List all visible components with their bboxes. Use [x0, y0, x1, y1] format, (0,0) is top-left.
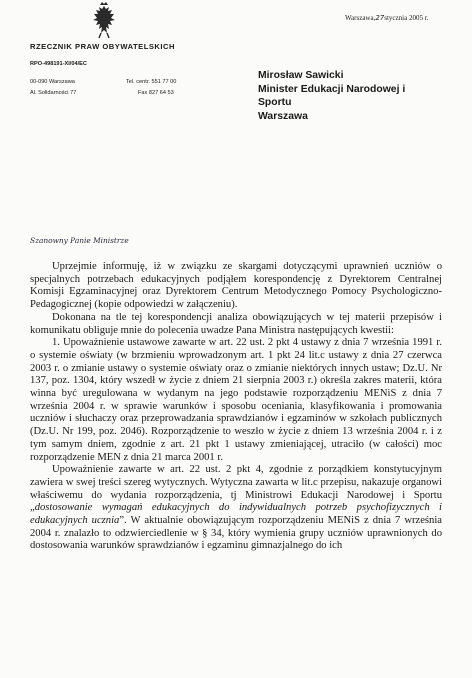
letter-date — [345, 14, 428, 22]
address-line-1: 00-090 Warszawa — [30, 79, 75, 85]
date-day: 27 — [375, 14, 385, 22]
handwritten-salutation: Szanowny Panie Ministrze — [30, 236, 129, 245]
paragraph-3: 1. Upoważnienie ustawowe zawarte w art. 22 ust. 2 pkt 4 ustawy z dnia 7 września 1991 r. o systemie oświaty (w brzmieniu wprowadzonym art. 1 pkt 24 lit.c ustawy z dnia 27 czerwca 2003 r. o zmianie ustawy o systemie oświaty oraz o zmianie niektórych innych ustaw; Dz.U. Nr 137, poz. 1304, który wszedł w życie z dniem 21 sierpnia 2003 r.) określa zakres materii, która winna być uregulowana w wydanym na jego podstawie rozporządzeniu MENiS z dnia 7 września 2004 r. w sprawie warunków i sposobu oceniania, klasyfikowania i promowania uczniów i słuchaczy oraz przeprowadzania sprawdzianów i egzaminów w szkołach publicznych (Dz.U. Nr 199, poz. 2046). Rozporządzenie to weszło w życie z dniem 13 września 2004 r. i z tym samym dniem, zgodnie z art. 21 pkt 1 ustawy zmieniającej, utraciło (w całości) moc rozporządzenie MEN z dnia 21 marca 2001 r. — [30, 337, 442, 463]
eagle-emblem-icon — [86, 2, 122, 40]
recipient-line: Mirosław Sawicki — [258, 70, 344, 81]
telephone: Tel. centr. 551 77 00 — [126, 79, 177, 85]
date-place: Warszawa, — [345, 14, 376, 22]
paragraph-1: Uprzejmie informuję, iż w związku ze skargami dotyczącymi uprawnień uczniów o specjalnych potrzebach edukacyjnych podjąłem korespondencję z Dyrektorem Centralnej Komisji Egzaminacyjnej oraz Dyrektorem Centrum Metodycznego Pomocy Psychologiczno-Pedagogicznej (kopie odpowiedzi w załączeniu). — [30, 261, 442, 311]
fax: Fax 827 64 53 — [138, 90, 174, 96]
quoted-guideline: dostosowanie wymagań edukacyjnych do indywidualnych potrzeb psychofizycznych i edukacyjnych ucznia — [30, 502, 442, 527]
recipient-line: Sportu — [258, 97, 292, 109]
letter-body — [30, 261, 442, 553]
paragraph-4-end: ”. W aktualnie obowiązującym rozporządzeniu MENiS z dnia 7 września 2004 r. znalazło to odzwierciedlenie w § 34, który wymienia grupy uczniów uprawnionych do dostosowania warunków sprawdzianów i egzaminu gimnazjalnego do ich — [30, 515, 442, 552]
date-rest: stycznia 2005 r. — [384, 14, 429, 22]
office-name: RZECZNIK PRAW OBYWATELSKICH — [30, 42, 175, 51]
address-line-2: Al. Solidarności 77 — [30, 90, 77, 96]
recipient-block — [258, 69, 405, 123]
paragraph-2: Dokonana na tle tej korespondencji analiza obowiązujących w tej materii przepisów i komunikatu obliguje mnie do polecenia uwadze Pana Ministra następujących kwestii: — [30, 311, 442, 336]
paragraph-4 — [30, 464, 442, 553]
paragraph-4-start: Upoważnienie zawarte w art. 22 ust. 2 pkt 4, zgodnie z porządkiem konstytucyjnym zawiera w swej treści szereg wytycznych. Wytyczna zawarta w lit.c przepisu, nakazuje organowi właściwemu do wydania rozporządzenia, tj Ministrowi Edukacji Narodowej i Sportu „ — [30, 464, 442, 514]
recipient-line: Minister Edukacji Narodowej i — [258, 83, 406, 95]
reference-number: RPO-498191-XI/04/EC — [30, 61, 87, 67]
recipient-line: Warszawa — [258, 110, 308, 122]
